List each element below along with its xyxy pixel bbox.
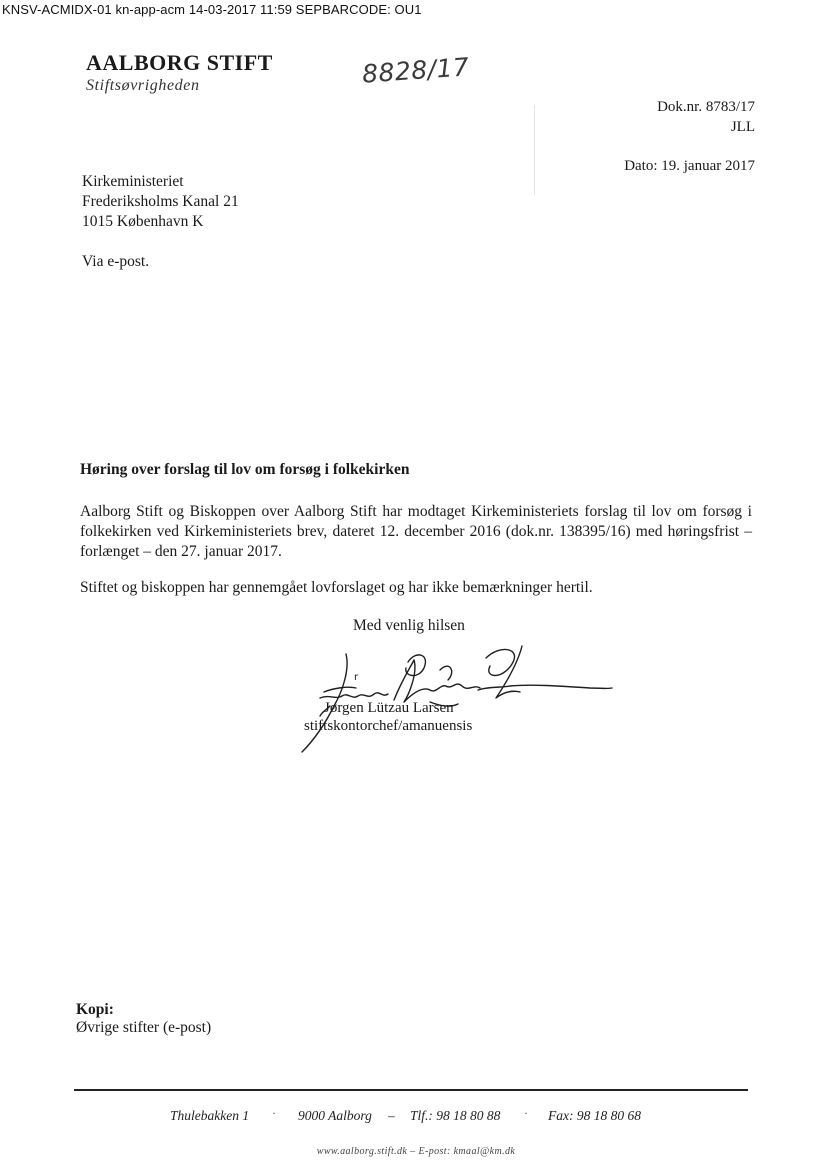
body-paragraph-2: Stiftet og biskoppen har gennemgået lovforslaget og har ikke bemærkninger hertil. — [80, 579, 593, 596]
copy-recipients: Øvrige stifter (e-post) — [76, 1019, 212, 1036]
initials: JLL — [730, 119, 755, 135]
footer-phone: Tlf.: 98 18 80 88 — [410, 1108, 501, 1123]
footer-fax: Fax: 98 18 80 68 — [548, 1108, 641, 1123]
delivery-method: Via e-post. — [82, 253, 150, 270]
signatory-title: stiftskontorchef/amanuensis — [304, 718, 473, 734]
letterhead-org-name: AALBORG STIFT — [86, 50, 273, 75]
letter-subject: Høring over forslag til lov om forsøg i folkekirken — [80, 461, 410, 478]
footer-divider — [74, 1089, 748, 1091]
fax-header: KNSV-ACMIDX-01 kn-app-acm 14-03-2017 11:59 SEPBARCODE: OU1 — [2, 2, 422, 17]
footer-separator-dot-2: · — [524, 1106, 528, 1120]
footer-city: 9000 Aalborg — [298, 1108, 372, 1123]
copy-label: Kopi: — [76, 1001, 114, 1018]
recipient-name: Kirkeministeriet — [82, 173, 184, 190]
letter-date: Dato: 19. januar 2017 — [624, 158, 755, 174]
footer-web-email: www.aalborg.stift.dk – E-post: kmaal@km.dk — [316, 1146, 516, 1157]
body-paragraph-1: Aalborg Stift og Biskoppen over Aalborg Stift har modtaget Kirkeministeriets forslag til lov om forsøg i folkekirken ved Kirkeministeriets brev, dateret 12. december 2016 (dok.nr. 138395/16) med høringsfrist – forlænget – den 27. januar 2017. — [80, 503, 752, 560]
closing-salutation: Med venlig hilsen — [353, 617, 465, 634]
footer-separator-dash: – — [388, 1108, 395, 1123]
footer-address: Thulebakken 1 — [170, 1108, 250, 1123]
letterhead-subtitle: Stiftsøvrigheden — [86, 77, 200, 94]
handwritten-case-number: 8828/17 — [361, 52, 471, 89]
document-number: Dok.nr. 8783/17 — [657, 99, 755, 115]
svg-text:r: r — [354, 672, 359, 683]
recipient-street: Frederiksholms Kanal 21 — [82, 193, 239, 210]
recipient-city: 1015 København K — [82, 213, 204, 230]
vertical-divider — [534, 105, 535, 195]
signatory-name: Jørgen Lützau Larsen — [324, 700, 454, 716]
recipient-address — [82, 172, 239, 232]
footer-separator-dot: · — [272, 1106, 276, 1120]
